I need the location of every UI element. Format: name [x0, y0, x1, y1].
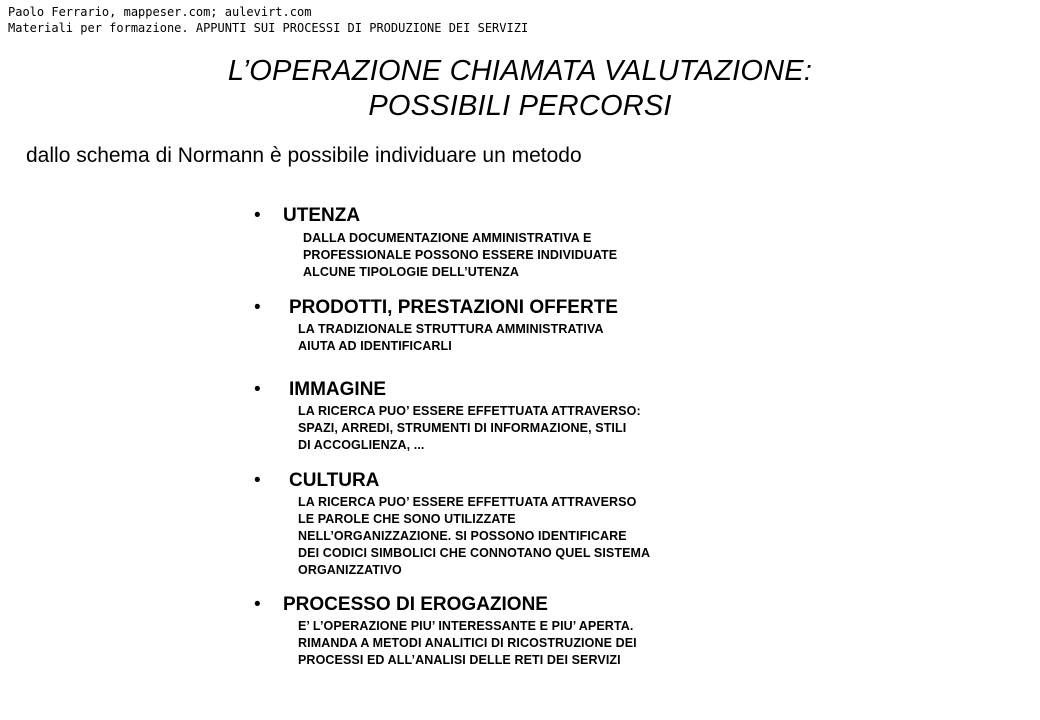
bullet-dot: • — [254, 297, 261, 318]
bullet-dot: • — [254, 205, 261, 226]
bullet-heading: PRODOTTI, PRESTAZIONI OFFERTE — [289, 297, 618, 318]
bullet-text-line: SPAZI, ARREDI, STRUMENTI DI INFORMAZIONE, STILI — [298, 421, 627, 435]
bullet-text-line: AIUTA AD IDENTIFICARLI — [298, 339, 452, 353]
bullet-text-line: DI ACCOGLIENZA, ... — [298, 438, 425, 452]
bullet-text-line: DALLA DOCUMENTAZIONE AMMINISTRATIVA E — [303, 231, 592, 245]
intro-text: dallo schema di Normann è possibile individuare un metodo — [26, 144, 582, 167]
bullet-text-line: LA RICERCA PUO’ ESSERE EFFETTUATA ATTRAVERSO — [298, 495, 637, 509]
bullet-heading: CULTURA — [289, 470, 380, 491]
bullet-text-line: ALCUNE TIPOLOGIE DELL’UTENZA — [303, 265, 519, 279]
page-title-line-2: POSSIBILI PERCORSI — [368, 90, 672, 122]
bullet-text-line: DEI CODICI SIMBOLICI CHE CONNOTANO QUEL SISTEMA — [298, 546, 651, 560]
bullet-dot: • — [254, 594, 261, 615]
bullet-heading: UTENZA — [283, 205, 361, 226]
bullet-text-line: PROCESSI ED ALL’ANALISI DELLE RETI DEI SERVIZI — [298, 653, 621, 667]
bullet-text-line: ORGANIZZATIVO — [298, 563, 402, 577]
bullet-text-line: PROFESSIONALE POSSONO ESSERE INDIVIDUATE — [303, 248, 618, 262]
bullet-text-line: LE PAROLE CHE SONO UTILIZZATE — [298, 512, 516, 526]
bullet-text-line: LA RICERCA PUO’ ESSERE EFFETTUATA ATTRAVERSO: — [298, 404, 641, 418]
header-author-line: Paolo Ferrario, mappeser.com; aulevirt.com — [8, 5, 312, 19]
header-materials-line: Materiali per formazione. APPUNTI SUI PROCESSI DI PRODUZIONE DEI SERVIZI — [8, 21, 529, 35]
bullet-text-line: NELL’ORGANIZZAZIONE. SI POSSONO IDENTIFICARE — [298, 529, 627, 543]
bullet-heading: PROCESSO DI EROGAZIONE — [283, 594, 548, 615]
bullet-heading: IMMAGINE — [289, 379, 387, 400]
bullet-text-line: LA TRADIZIONALE STRUTTURA AMMINISTRATIVA — [298, 322, 604, 336]
bullet-text-line: RIMANDA A METODI ANALITICI DI RICOSTRUZIONE DEI — [298, 636, 637, 650]
bullet-dot: • — [254, 379, 261, 400]
page-title-line-1: L’OPERAZIONE CHIAMATA VALUTAZIONE: — [227, 55, 813, 87]
bullet-dot: • — [254, 470, 261, 491]
bullet-text-line: E’ L’OPERAZIONE PIU’ INTERESSANTE E PIU’ APERTA. — [298, 619, 634, 633]
